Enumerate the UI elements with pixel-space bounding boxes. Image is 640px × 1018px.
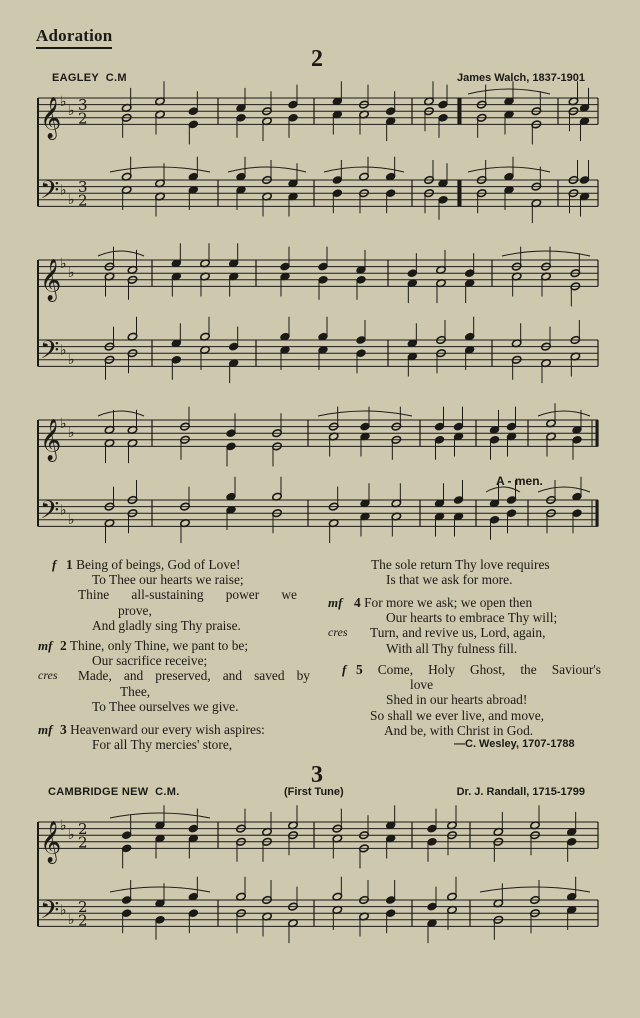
flat-sign: ♭: [60, 817, 67, 834]
flat-sign: ♭: [60, 255, 67, 272]
tune-name: EAGLEY: [52, 72, 100, 84]
time-signature: 2: [78, 191, 88, 210]
bass-clef: 𝄢: [40, 335, 60, 371]
amen-text: A - men.: [496, 474, 543, 488]
time-signature: 2: [78, 820, 88, 839]
verse-line: The sole return Thy love requires: [371, 557, 550, 572]
verse-line: And be, with Christ in God.: [384, 722, 534, 738]
tune-name: CAMBRIDGE NEW: [48, 786, 149, 798]
verse-line: Made, and preserved, and saved by: [78, 668, 310, 684]
bass-clef: 𝄢: [40, 175, 60, 211]
composer: Dr. J. Randall, 1715-1799: [456, 786, 585, 798]
verse-line: Thine, only Thine, we pant to be;: [69, 638, 249, 653]
verses-right-column: [330, 557, 605, 752]
slur: [110, 167, 210, 172]
verse-line: Come, Holy Ghost, the Saviour's: [377, 662, 601, 677]
hymn-number: 2: [311, 46, 323, 72]
slur: [324, 167, 404, 172]
flat-sign: ♭: [60, 902, 67, 919]
verse-line: And gladly sing Thy praise.: [92, 617, 241, 633]
hymn-number: 3: [311, 762, 323, 788]
hymn-author: —C. Wesley, 1707-1788: [454, 738, 575, 750]
treble-clef: 𝄞: [40, 419, 62, 461]
tune-meter: C.M.: [155, 786, 180, 798]
verse-line: Thine all-sustaining power we: [78, 587, 297, 603]
crescendo-mark: cres: [38, 668, 58, 682]
flat-sign: ♭: [60, 502, 67, 519]
dynamic-mark: f: [342, 662, 347, 677]
verse-line: Being of beings, God of Love!: [76, 557, 241, 572]
flat-sign: ♭: [60, 182, 67, 199]
verse-number: 2: [60, 638, 67, 653]
composer: James Walch, 1837-1901: [456, 72, 585, 84]
dynamic-mark: mf: [328, 595, 343, 610]
verse-line: For all Thy mercies' store,: [92, 737, 233, 753]
time-signature: 3: [78, 96, 88, 115]
flat-sign: ♭: [68, 103, 75, 120]
treble-clef: 𝄞: [40, 259, 62, 301]
time-signature: 2: [78, 109, 88, 128]
treble-clef: 𝄞: [40, 97, 62, 139]
slur: [468, 167, 550, 172]
time-signature: 2: [78, 911, 88, 930]
verse-number: 5: [356, 662, 363, 677]
treble-clef: 𝄞: [40, 821, 62, 863]
slur: [228, 167, 306, 172]
flat-sign: ♭: [68, 351, 75, 368]
verse-line: Thee,: [120, 683, 151, 699]
slur: [110, 887, 210, 892]
slur: [538, 411, 590, 416]
slur: [110, 813, 210, 818]
tune-note: (First Tune): [284, 786, 344, 798]
tune-header: [48, 786, 180, 798]
flat-sign: ♭: [60, 93, 67, 110]
flat-sign: ♭: [68, 827, 75, 844]
verse-line: prove,: [118, 602, 152, 618]
verse-line: Our sacrifice receive;: [92, 653, 208, 669]
verse-line: Turn, and revive us, Lord, again,: [370, 625, 546, 641]
slur: [98, 251, 144, 256]
verse-line: Heavenward our every wish aspires:: [70, 722, 265, 737]
verse-number: 3: [60, 722, 67, 737]
slur: [502, 251, 590, 256]
verse-number: 4: [354, 595, 361, 610]
verse-line: Our hearts to embrace Thy will;: [386, 610, 558, 626]
flat-sign: ♭: [68, 911, 75, 928]
time-signature: 2: [78, 833, 88, 852]
dynamic-mark: mf: [38, 722, 53, 737]
flat-sign: ♭: [68, 425, 75, 442]
time-signature: 3: [78, 178, 88, 197]
verse-number: 1: [66, 557, 73, 572]
verse-line: To Thee ourselves we give.: [92, 698, 239, 714]
dynamic-mark: f: [52, 557, 57, 572]
verse-1: [40, 557, 310, 633]
verse-line: So shall we ever live, and move,: [370, 707, 545, 723]
flat-sign: ♭: [68, 265, 75, 282]
slur: [98, 411, 144, 416]
verse-3-end: [330, 557, 605, 589]
slur: [538, 487, 590, 492]
tune-meter: C.M: [105, 72, 127, 84]
flat-sign: ♭: [60, 342, 67, 359]
verse-5: [330, 662, 605, 740]
verses-left-column: [40, 557, 310, 754]
time-signature: 2: [78, 898, 88, 917]
dynamic-mark: mf: [38, 638, 53, 653]
bass-clef: 𝄢: [40, 895, 60, 931]
crescendo-mark: cres: [328, 625, 348, 639]
bass-clef: 𝄢: [40, 495, 60, 531]
verse-line: For more we ask; we open then: [364, 595, 533, 610]
verse-2: [40, 638, 310, 716]
slur: [318, 411, 412, 416]
verse-line: With all Thy fulness fill.: [386, 640, 518, 656]
verse-4: [330, 595, 605, 657]
verse-line: To Thee our hearts we raise;: [92, 572, 244, 588]
flat-sign: ♭: [68, 511, 75, 528]
slur: [468, 89, 550, 94]
verse-line: love: [410, 677, 434, 693]
section-title: Adoration: [36, 26, 112, 49]
slur: [480, 887, 590, 892]
verse-line: Shed in our hearts abroad!: [386, 692, 528, 708]
verse-3-start: [40, 722, 310, 754]
flat-sign: ♭: [60, 415, 67, 432]
flat-sign: ♭: [68, 191, 75, 208]
verse-line: Is that we ask for more.: [386, 572, 513, 588]
